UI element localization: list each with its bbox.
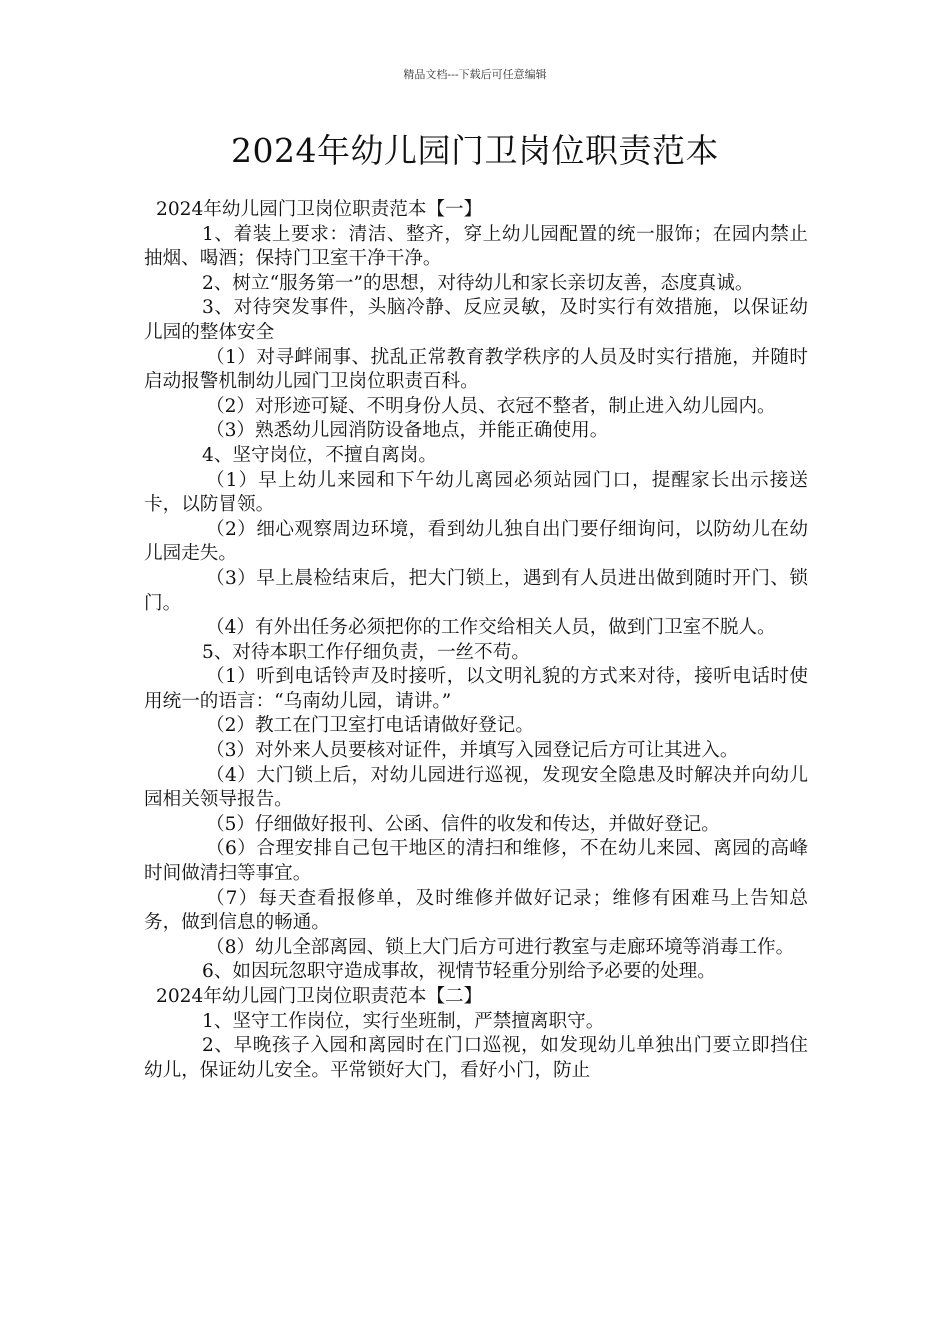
- sub-paragraph: （5）仔细做好报刊、公函、信件的收发和传达，并做好登记。: [206, 813, 720, 835]
- paragraph: 6、如因玩忽职守造成事故，视情节轻重分别给予必要的处理。: [202, 961, 716, 983]
- sub-paragraph: （7）每天查看报修单，及时维修并做好记录；维修有困难马上告知总务，做到信息的畅通。: [144, 887, 808, 934]
- sub-paragraph: （1）对寻衅闹事、扰乱正常教育教学秩序的人员及时实行措施，并随时启动报警机制幼儿园门卫岗位职责百科。: [144, 346, 808, 393]
- paragraph: 3、对待突发事件，头脑冷静、反应灵敏，及时实行有效措施，以保证幼儿园的整体安全: [144, 297, 808, 343]
- document-title: 2024年幼儿园门卫岗位职责范本: [231, 131, 719, 170]
- paragraph: 4、坚守岗位，不擅自离岗。: [202, 444, 437, 466]
- sub-paragraph: （2）教工在门卫室打电话请做好登记。: [206, 715, 534, 737]
- section-heading-1: 2024年幼儿园门卫岗位职责范本【一】: [156, 199, 483, 220]
- paragraph: 5、对待本职工作仔细负责，一丝不苟。: [202, 641, 530, 663]
- sub-paragraph: （4）有外出任务必须把你的工作交给相关人员，做到门卫室不脱人。: [206, 617, 776, 639]
- paragraph: 1、着装上要求：清洁、整齐，穿上幼儿园配置的统一服饰；在园内禁止抽烟、喝酒；保持门卫室干净干净。: [144, 223, 808, 270]
- section-heading-2: 2024年幼儿园门卫岗位职责范本【二】: [156, 986, 483, 1007]
- sub-paragraph: （4）大门锁上后，对幼儿园进行巡视，发现安全隐患及时解决并向幼儿园相关领导报告。: [144, 764, 808, 811]
- paragraph: 1、坚守工作岗位，实行坐班制，严禁擅离职守。: [202, 1010, 605, 1032]
- sub-paragraph: （2）细心观察周边环境，看到幼儿独自出门要仔细询问，以防幼儿在幼儿园走失。: [144, 518, 808, 565]
- sub-paragraph: （2）对形迹可疑、不明身份人员、衣冠不整者，制止进入幼儿园内。: [206, 395, 776, 417]
- sub-paragraph: （8）幼儿全部离园、锁上大门后方可进行教室与走廊环境等消毒工作。: [206, 936, 795, 958]
- sub-paragraph: （1）听到电话铃声及时接听，以文明礼貌的方式来对待，接听电话时使用统一的语言：“乌南幼儿园，请讲。”: [144, 666, 808, 712]
- sub-paragraph: （3）熟悉幼儿园消防设备地点，并能正确使用。: [206, 420, 609, 442]
- sub-paragraph: （3）早上晨检结束后，把大门锁上，遇到有人员进出做到随时开门、锁门。: [144, 567, 808, 614]
- sub-paragraph: （6）合理安排自己包干地区的清扫和维修，不在幼儿来园、离园的高峰时间做清扫等事宜。: [144, 838, 808, 885]
- sub-paragraph: （3）对外来人员要核对证件，并填写入园登记后方可让其进入。: [206, 740, 739, 762]
- page-header-note: 精品文档---下载后可任意编辑: [403, 68, 547, 81]
- paragraph: 2、树立“服务第一”的思想，对待幼儿和家长亲切友善，态度真诚。: [202, 272, 754, 294]
- document-body: [144, 198, 808, 1083]
- sub-paragraph: （1）早上幼儿来园和下午幼儿离园必须站园门口，提醒家长出示接送卡，以防冒领。: [144, 469, 808, 516]
- paragraph: 2、早晚孩子入园和离园时在门口巡视，如发现幼儿单独出门要立即挡住幼儿，保证幼儿安全。平常锁好大门，看好小门，防止: [144, 1035, 808, 1081]
